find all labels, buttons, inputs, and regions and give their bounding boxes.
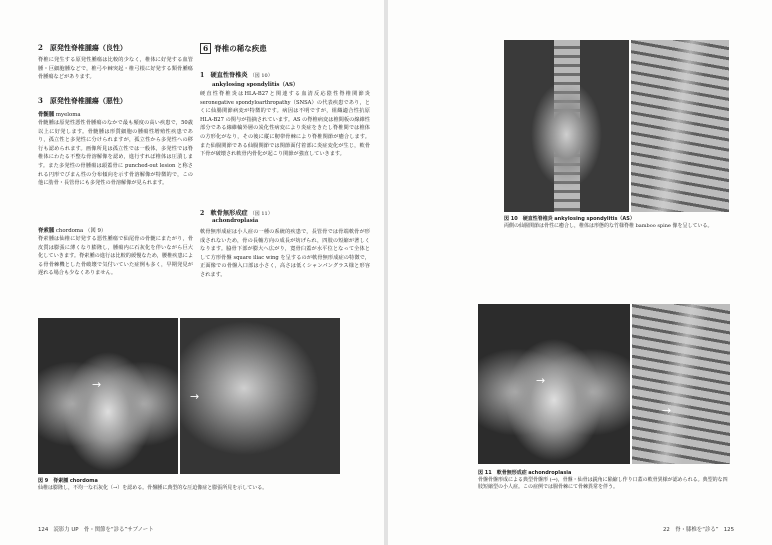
figure-9-pelvis-ap [38, 318, 178, 474]
chordoma-title [38, 226, 106, 234]
figure-10-spine-lateral [631, 40, 729, 212]
myeloma-title [38, 110, 81, 118]
section-heading-text: 脊椎の稀な疾患 [214, 44, 267, 53]
as-english-term: ankylosing spondylitis（AS） [212, 82, 299, 88]
arrow-icon: → [190, 390, 200, 403]
heading-rare-spine-disease [200, 43, 267, 54]
figure-10-spine-ap [504, 40, 629, 212]
figure-10-label: 図 10 硬直性脊椎炎 [504, 216, 553, 222]
as-heading-ja: 1 硬直性脊椎炎 [200, 72, 248, 79]
right-page-number: 125 [723, 527, 734, 533]
figure-11-label: 図 11 軟骨無形成症 [478, 470, 527, 476]
right-footer [663, 525, 734, 533]
figure-10-caption-text: 両側の仙腸関節は骨性に癒合し，椎体は形態的な竹様脊椎 bamboo spine 像を呈している。 [504, 223, 713, 229]
figure-11-caption-text: 骨盤骨盤形成による典型骨盤形 (→)，骨盤・仙骨は鋭角に陥縮し作り口蓋の軟骨異様が認められる。典型的な四肢短縮型の小人症。この症例では腸骨棘にて骨棘異常を伴う。 [478, 477, 728, 490]
left-running-title: 読影力 UP 骨・関節を“診る”サブノート [53, 527, 154, 533]
para-achondroplasia: 軟骨無形成症は小人症の一種の系統的疾患で，長管骨では骨端軟骨が形成されないため，骨の長軸方向の成長が妨げられ，四肢の短縮が著しくなります。脇骨下部が膨大へ広がり，寛骨臼蓋が水平位となって全体として方形骨盤 square iliac wing を呈するのが軟骨無形成症の特徴で，正面像での骨盤入口部は小さく，高さは低くシャンパングラス様と形容されます。 [200, 229, 370, 278]
heading-achondroplasia [200, 208, 273, 217]
right-page [388, 0, 772, 545]
figure-11-label-en: achondroplasia [528, 470, 572, 476]
heading-malignant-tumor: 3 原発性脊椎腫瘍（悪性） [38, 96, 127, 105]
heading-benign-tumor: 2 原発性脊椎腫瘍（良性） [38, 43, 127, 52]
chordoma-title-ja: 脊索腫 [38, 228, 55, 234]
left-footer [38, 525, 154, 533]
myeloma-title-ja: 骨髄腫 [38, 112, 55, 118]
figure-9-label: 図 9 脊索腫 [38, 478, 69, 484]
as-fig-ref: （図 10） [249, 73, 273, 79]
figure-9-label-en: chordoma [69, 478, 98, 484]
heading-ankylosing-spondylitis [200, 70, 273, 79]
para-myeloma: 骨髄腫は原発性悪性骨腫瘍のなかで最も頻度の高い疾患で，50歳以上に好発します。骨髄腫は形質細胞の腫瘍性増殖性疾患であり，孤立性と多発性に分けられますが，孤立性から多発性への移行も認められます。画像所見は孤立性では一般体，多発性では脊椎体にわたる不整な骨溶解像を認め，進行すれば椎体は圧潰します。また多発性の骨腫瘍は頭蓋骨に punched-out lesion と称される円形でびまん性の分布傾向を示す骨溶解像が特徴的で，この他に肋骨・長管骨にも多発性の骨溶解像が見られます。 [38, 120, 193, 187]
figure-11-spine-lateral [632, 304, 730, 464]
left-page-right-column [200, 0, 376, 545]
figure-11-pelvis-ap [478, 304, 630, 464]
para-chordoma: 脊索腫は仙椎に好発する悪性腫瘍で仙尾骨の骨髄にまたがり，骨皮質は膨張に薄くなり膨隆し，腫瘍内に石灰化を伴いながら巨大化していきます。脊索腫の進行は比較的緩慢なため，腰椎疾患による骨骨棘機とした骨破壊で気付いていた症例も多く，早期発見が遅れる場合も少なくありません。 [38, 236, 194, 277]
left-page-number: 124 [38, 527, 49, 533]
para-benign-tumor: 脊椎に発生する原発性腫瘍は比較的少なく，椎体に好発する血管腫・巨細胞腫などで，椎弓や棘突起・椎弓根に好発する類骨腫瘍骨腫瘍などがあります。 [38, 57, 193, 81]
arrow-icon: → [536, 374, 546, 387]
chordoma-title-en: chordoma [55, 228, 84, 234]
arrow-icon: → [662, 404, 672, 417]
figure-9-caption-text: 仙椎は膨隆し，不均一な石灰化（→）を認める。骨盤腫に典型的な圧迫像症と膨張所見を示している。 [38, 485, 268, 491]
figure-11-caption [478, 470, 730, 491]
figure-10-label-en: ankylosing spondylitis（AS） [554, 216, 635, 222]
achon-english-term: achondroplasia [212, 218, 259, 224]
figure-10-caption [504, 216, 734, 230]
right-running-title: 22 脊・膝椎を“診る” [662, 527, 719, 533]
para-ankylosing-spondylitis: 硬直性脊椎炎はHLA-B27と関連する血清反応陰性脊椎関節炎 seronegative spondyloarthropathy（SNSA）の代表疾患であり，とくに仙腸関節病変が特徴的です。病因は不明ですが，組織適合性抗原 HLA-B27 の関与が指摘されています。AS の脊椎病変は椎間板の線維性部分である線維輪外層の炭化性病変により炎症をきたし脊椎間では椎体の方形化がなり，その後に縦に靭帯骨棘により脊椎関節が癒合します。また仙腸関節である仙腸関節では関節面付着部に炎症変化が生じ，軟骨下骨が破壊され軟骨内骨化が起こり関節が強直していきます。 [200, 91, 370, 158]
achon-heading-ja: 2 軟骨無形成症 [200, 210, 248, 217]
arrow-icon: → [92, 378, 102, 391]
myeloma-title-en: myeloma [55, 112, 81, 118]
achon-fig-ref: （図 11） [249, 211, 273, 217]
chordoma-fig-ref: （図 9） [84, 228, 107, 234]
section-number-badge: 6 [200, 43, 211, 54]
